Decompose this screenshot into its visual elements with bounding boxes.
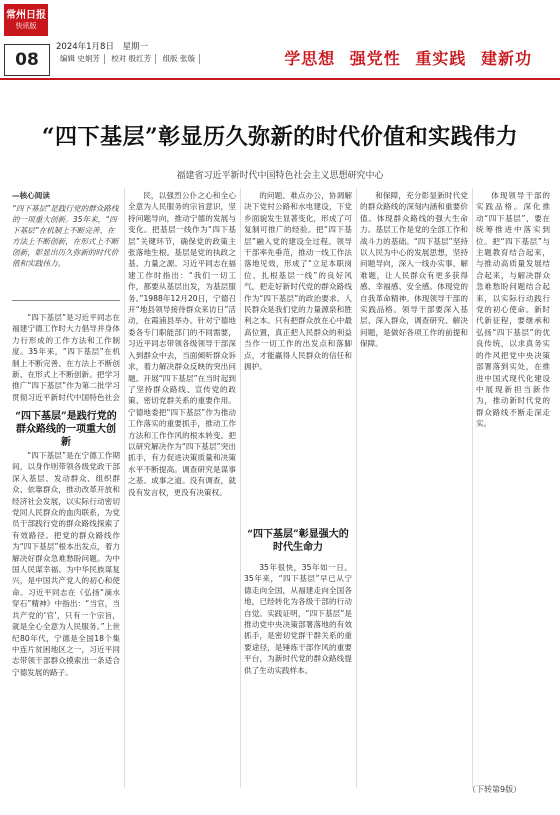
note-divider (12, 300, 120, 301)
slogan-item: 重实践 (415, 49, 467, 68)
editor-credit: 编辑 史娟芳 (56, 54, 105, 64)
page-number-box (4, 44, 50, 76)
column-1-body (12, 450, 120, 790)
issue-weekday: 星期一 (122, 42, 149, 52)
proofreader-credit: 校对 殷红芳 (107, 54, 156, 64)
column-rule (356, 188, 357, 788)
editor-note-text: “四下基层”是践行党的群众路线的一项重大创新。35年来，“四下基层”在机制上不断完善、在方法上不断创新，在形式上不断创新，彰显出历久弥新的时代价值和实践伟力。 (12, 204, 119, 268)
column-rule (240, 188, 241, 788)
issue-date: 2024年1月8日 (56, 42, 114, 52)
paragraph: “四下基层”是习近平同志在福建宁德工作时大力倡导并身体力行形成的工作方法和工作制度。35年来，“四下基层”在机制上不断完善、在方法上不断创新、在形式上不断创新。把学习推广“四下基层”作为第二批学习贯彻习近平新时代中国特色社会 (12, 313, 120, 402)
slogan-item: 学思想 (284, 49, 336, 68)
paragraph: 民，以强烈公仆之心和全心全意为人民服务的宗旨意识，坚持问题导向，推动宁德的发展与变化。把基层一线作为“四下基层”关键环节，确保党的政策主张落地生根。基层是党的执政之基、力量之源。习近平同志在福建工作时指出：“我们一切工作，都要从基层出发，为基层服务。”1988年12月20日，宁德召开“地县领导接待群众来访日”活动，在霞浦县举办。针对宁德地委各专门职能部门的不同需要，习近平同志带领各级领导干部深入到群众中去，当面倾听群众诉求，着力解决群众反映的突出问题。开展“四下基层”在当时起到了坚持群众路线、宣传党的政策、密切党群关系的重要作用。宁德地委把“四下基层”作为推动工作落实的重要抓手，推动工作方法和工作作风的根本转变。把以研究解决作为“四下基层”突出抓手，有力促进决策质量和决策水平不断提高。调查研究是谋事之基、成事之道。没有调查，就没有发言权，更没有决策权。 (128, 191, 236, 497)
article-headline: “四下基层”彰显历久弥新的时代价值和实践伟力 (41, 124, 519, 150)
layout-credit: 组版 张璇 (159, 54, 200, 64)
column-rule (472, 188, 473, 788)
paragraph: 和保障，充分彰显新时代党的群众路线的深刻内涵和重要价值。体现群众路线的强大生命力。基层工作是党的全部工作和战斗力的基础。“四下基层”坚持以人民为中心的发展思想，坚持问题导向，深入一线办实事、解难题，让人民群众有更多获得感、幸福感、安全感。体现党的自我革命精神。体现领导干部的实践品格。领导干部要深入基层、深入群众，调查研究、解决问题，是做好各项工作的前提和保障。 (360, 191, 468, 349)
masthead (0, 0, 560, 78)
column-rule (124, 188, 125, 788)
column-4 (360, 190, 468, 790)
date-line (56, 40, 154, 52)
column-5 (476, 190, 550, 778)
page-number: 08 (15, 50, 39, 70)
paper-name: 常州日报 (6, 10, 46, 21)
editor-note (12, 190, 120, 288)
continued-notice: （下转第9版） (468, 785, 522, 794)
newspaper-logo (4, 4, 48, 36)
column-3-bottom (244, 562, 352, 790)
slogan-item: 建新功 (480, 49, 532, 68)
editor-credits (56, 54, 200, 64)
slogan-item: 强党性 (349, 49, 401, 68)
paragraph: 35年很快，35年如一日。35年来，“四下基层”早已从宁德走向全国，从福建走向全国各地，已经转化为各级干部的行动自觉。实践证明，“四下基层”是推动党中央决策部署落地的有效抓手，是密切党群干群关系的重要途径，是锤炼干部作风的重要平台，为新时代党的群众路线提供了生动实践样本。 (244, 563, 352, 675)
masthead-divider (0, 78, 560, 80)
section-name: 快讯版 (15, 22, 37, 30)
paragraph: 体现领导干部的实践品格。深化推动“四下基层”，要在统筹推进中落实到位。把“四下基层”与主题教育结合起来，与推动高质量发展结合起来，与解决群众急难愁盼问题结合起来，以实际行动践行党的初心使命。新时代新征程，要继承和弘扬“四下基层”的优良传统，以求真务实的作风把党中央决策部署落到实处，在推进中国式现代化建设中展现新担当新作为，推动新时代党的群众路线不断走深走实。 (476, 191, 550, 429)
slogan (276, 46, 532, 69)
section-subhead-2: “四下基层”彰显强大的时代生命力 (247, 529, 349, 553)
paragraph: 的问题、难点办公，协调解决下党村公路和水电建设，下党乡面貌发生显著变化，形成了可复制可推广的经验。把“四下基层”融入党的建设全过程。领导干部率先垂范，推动一线工作法落地见效，形成了“立足本职岗位、扎根基层一线”的良好风气。把走好新时代党的群众路线作为“四下基层”的政治要求。人民群众是我们党的力量源泉和胜利之本。只有把群众放在心中最高位置，真正把人民群众的利益当作一切工作的出发点和落脚点，才能赢得人民群众的信任和拥护。 (244, 191, 352, 372)
column-1-lead (12, 312, 120, 402)
column-3-top (244, 190, 352, 520)
editor-note-heading: —核心阅读 (12, 191, 50, 200)
article-byline: 福建省习近平新时代中国特色社会主义思想研究中心 (176, 171, 384, 181)
column-2 (128, 190, 236, 790)
paragraph: “四下基层”是在宁德工作期间，以身作则带领各级党政干部深入基层、发动群众、组织群众、依靠群众，推动改革开放和经济社会发展，以实际行动密切党同人民群众的血肉联系，为党员干部践行党的群众路线探索了有效路径。把党的群众路线作为“四下基层”根本出发点，着力解决好群众急难愁盼问题。为中国人民谋幸福、为中华民族谋复兴，是中国共产党人的初心和使命。习近平同志在《弘扬“滴水穿石”精神》中指出：“当官，当共产党的‘官’，只有一个宗旨，就是全心全意为人民服务。”上世纪80年代，宁德是全国18个集中连片贫困地区之一，习近平同志带领干部群众摸索出一条适合宁德发展的路子。 (12, 451, 120, 677)
section-subhead-1: “四下基层”是践行党的群众路线的一项重大创新 (15, 411, 117, 448)
